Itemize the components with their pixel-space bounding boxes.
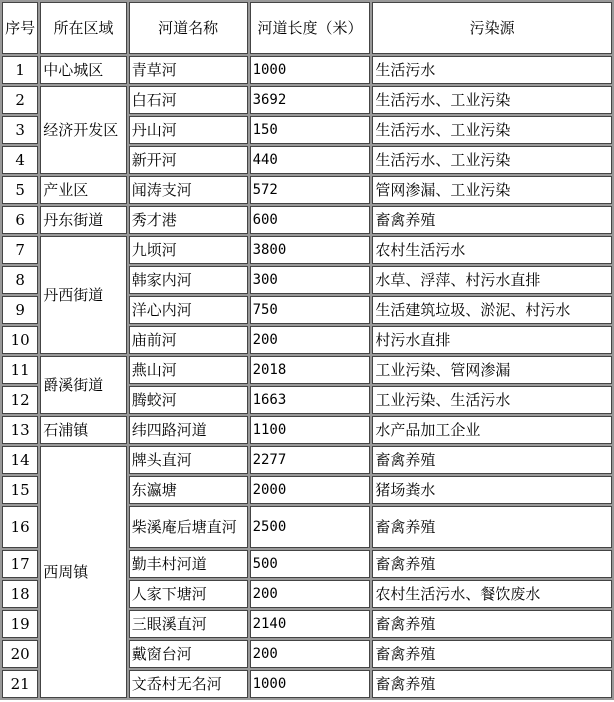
- header-source: 污染源: [372, 2, 612, 54]
- table-row: [2, 446, 612, 474]
- row-no: 21: [2, 670, 38, 698]
- row-source: 生活污水: [372, 56, 612, 84]
- row-name: 文岙村无名河: [129, 670, 248, 698]
- row-length: 150: [250, 116, 371, 144]
- table-row: [2, 86, 612, 114]
- row-length: 600: [250, 206, 371, 234]
- row-name: 勤丰村河道: [129, 550, 248, 578]
- row-source: 生活建筑垃圾、淤泥、村污水: [372, 296, 612, 324]
- row-length: 200: [250, 640, 371, 668]
- table-row: [2, 416, 612, 444]
- row-source: 水产品加工企业: [372, 416, 612, 444]
- row-length: 300: [250, 266, 371, 294]
- row-source: 水草、浮萍、村污水直排: [372, 266, 612, 294]
- row-length: 2000: [250, 476, 371, 504]
- row-length: 200: [250, 580, 371, 608]
- row-no: 20: [2, 640, 38, 668]
- row-source: 畜禽养殖: [372, 640, 612, 668]
- row-no: 4: [2, 146, 38, 174]
- row-no: 8: [2, 266, 38, 294]
- row-source: 村污水直排: [372, 326, 612, 354]
- row-length: 500: [250, 550, 371, 578]
- row-area: 西周镇: [40, 446, 127, 698]
- row-name: 秀才港: [129, 206, 248, 234]
- row-area: 丹西街道: [40, 236, 127, 354]
- header-no: 序号: [2, 2, 38, 54]
- row-name: 白石河: [129, 86, 248, 114]
- row-name: 柴溪庵后塘直河: [129, 506, 248, 548]
- row-name: 青草河: [129, 56, 248, 84]
- row-no: 3: [2, 116, 38, 144]
- row-no: 6: [2, 206, 38, 234]
- row-area: 丹东街道: [40, 206, 127, 234]
- row-length: 2277: [250, 446, 371, 474]
- table-row: [2, 176, 612, 204]
- row-no: 1: [2, 56, 38, 84]
- row-name: 戴窗台河: [129, 640, 248, 668]
- row-no: 13: [2, 416, 38, 444]
- row-area: 石浦镇: [40, 416, 127, 444]
- row-length: 3800: [250, 236, 371, 264]
- row-length: 2500: [250, 506, 371, 548]
- row-name: 九顷河: [129, 236, 248, 264]
- row-name: 牌头直河: [129, 446, 248, 474]
- row-no: 16: [2, 506, 38, 548]
- row-name: 韩家内河: [129, 266, 248, 294]
- row-source: 畜禽养殖: [372, 610, 612, 638]
- row-source: 工业污染、管网渗漏: [372, 356, 612, 384]
- row-source: 农村生活污水、餐饮废水: [372, 580, 612, 608]
- row-area: 经济开发区: [40, 86, 127, 174]
- row-source: 畜禽养殖: [372, 206, 612, 234]
- row-length: 200: [250, 326, 371, 354]
- row-name: 腾蛟河: [129, 386, 248, 414]
- row-length: 1000: [250, 56, 371, 84]
- table-row: [2, 56, 612, 84]
- row-name: 新开河: [129, 146, 248, 174]
- row-source: 畜禽养殖: [372, 446, 612, 474]
- row-area: 中心城区: [40, 56, 127, 84]
- row-no: 18: [2, 580, 38, 608]
- row-no: 19: [2, 610, 38, 638]
- header-row: [2, 2, 612, 54]
- row-source: 畜禽养殖: [372, 550, 612, 578]
- row-length: 3692: [250, 86, 371, 114]
- row-no: 12: [2, 386, 38, 414]
- row-no: 7: [2, 236, 38, 264]
- header-length: 河道长度（米）: [250, 2, 371, 54]
- row-name: 纬四路河道: [129, 416, 248, 444]
- row-source: 管网渗漏、工业污染: [372, 176, 612, 204]
- row-source: 生活污水、工业污染: [372, 116, 612, 144]
- row-name: 闻涛支河: [129, 176, 248, 204]
- table-row: [2, 206, 612, 234]
- row-area: 爵溪街道: [40, 356, 127, 414]
- row-source: 畜禽养殖: [372, 506, 612, 548]
- row-length: 2018: [250, 356, 371, 384]
- row-source: 生活污水、工业污染: [372, 146, 612, 174]
- row-no: 9: [2, 296, 38, 324]
- row-length: 440: [250, 146, 371, 174]
- table-body: [2, 56, 612, 698]
- row-name: 东瀛塘: [129, 476, 248, 504]
- row-length: 2140: [250, 610, 371, 638]
- row-area: 产业区: [40, 176, 127, 204]
- row-no: 17: [2, 550, 38, 578]
- row-source: 生活污水、工业污染: [372, 86, 612, 114]
- row-length: 1100: [250, 416, 371, 444]
- row-length: 750: [250, 296, 371, 324]
- row-length: 572: [250, 176, 371, 204]
- header-area: 所在区域: [40, 2, 127, 54]
- row-source: 农村生活污水: [372, 236, 612, 264]
- row-length: 1663: [250, 386, 371, 414]
- row-no: 15: [2, 476, 38, 504]
- row-name: 丹山河: [129, 116, 248, 144]
- row-name: 人家下塘河: [129, 580, 248, 608]
- row-name: 三眼溪直河: [129, 610, 248, 638]
- row-source: 猪场粪水: [372, 476, 612, 504]
- row-no: 10: [2, 326, 38, 354]
- table-row: [2, 236, 612, 264]
- header-name: 河道名称: [129, 2, 248, 54]
- row-no: 14: [2, 446, 38, 474]
- row-name: 燕山河: [129, 356, 248, 384]
- row-length: 1000: [250, 670, 371, 698]
- row-no: 5: [2, 176, 38, 204]
- row-no: 2: [2, 86, 38, 114]
- row-name: 洋心内河: [129, 296, 248, 324]
- row-source: 畜禽养殖: [372, 670, 612, 698]
- row-source: 工业污染、生活污水: [372, 386, 612, 414]
- row-no: 11: [2, 356, 38, 384]
- table-row: [2, 356, 612, 384]
- row-name: 庙前河: [129, 326, 248, 354]
